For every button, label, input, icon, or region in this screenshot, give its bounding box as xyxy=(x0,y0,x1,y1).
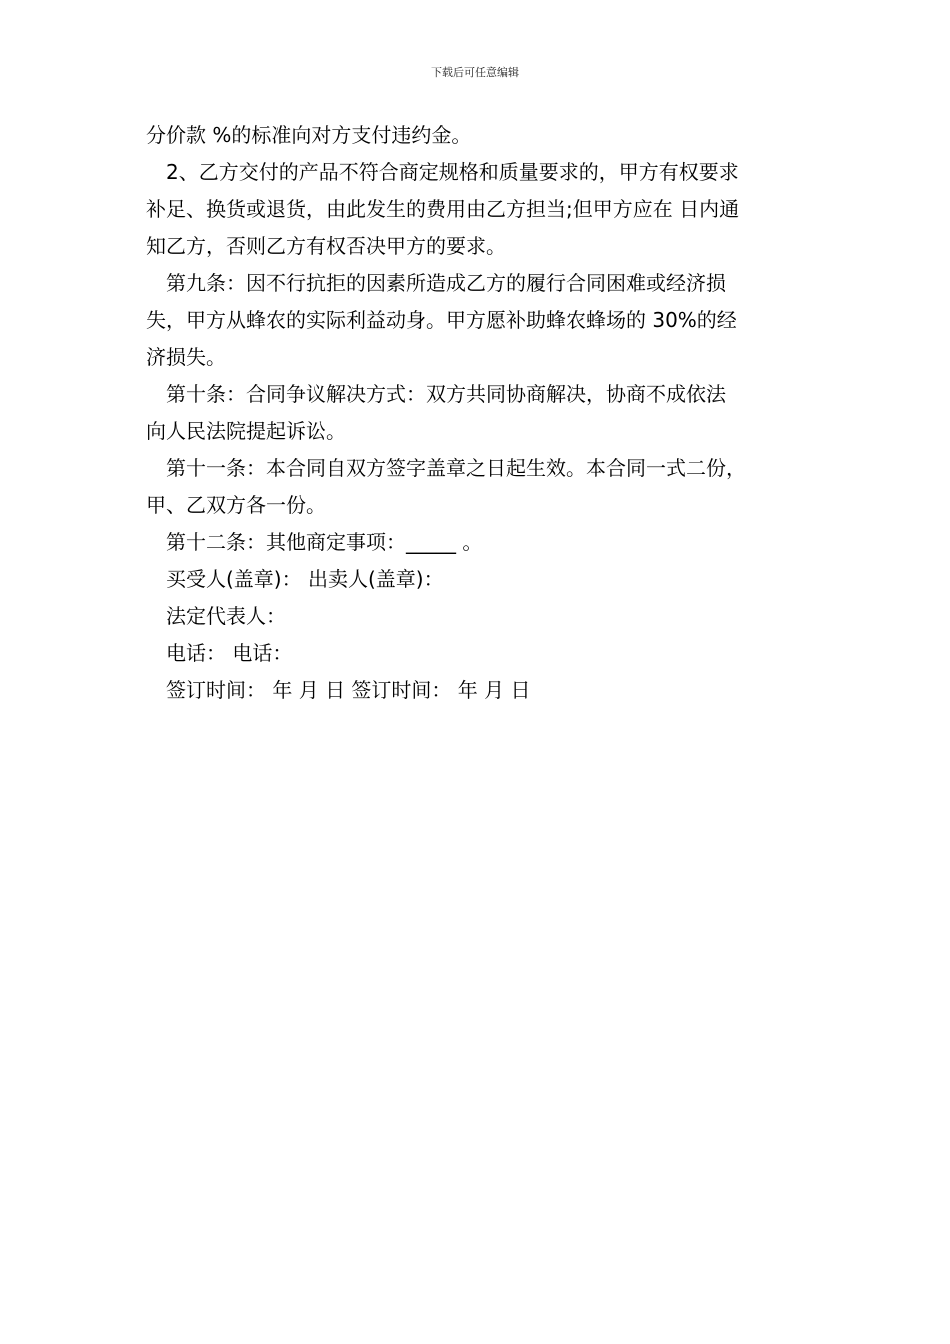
buyer-seller-seal-line: 买受人(盖章)： 出卖人(盖章)： xyxy=(166,567,444,591)
signing-date-line: 签订时间： 年 月 日 签订时间： 年 月 日 xyxy=(166,678,531,702)
paragraph-line: 分价款 %的标准向对方支付违约金。 xyxy=(146,123,472,147)
page-header: 下载后可任意编辑 xyxy=(431,66,519,79)
article-9-line: 济损失。 xyxy=(146,345,226,369)
article-12-suffix: 。 xyxy=(456,530,483,554)
article-12-prefix: 第十二条：其他商定事项： xyxy=(166,530,406,554)
article-11-line: 甲、乙双方各一份。 xyxy=(146,493,326,517)
article-12-line xyxy=(146,524,822,561)
phone-line: 电话： 电话： xyxy=(166,641,293,665)
paragraph-line: 补足、换货或退货，由此发生的费用由乙方担当;但甲方应在 日内通 xyxy=(146,197,740,221)
document-body xyxy=(146,117,822,709)
article-10-line: 向人民法院提起诉讼。 xyxy=(146,419,346,443)
article-12-blank: _____ xyxy=(406,530,456,554)
article-9-line: 第九条：因不行抗拒的因素所造成乙方的履行合同困难或经济损 xyxy=(166,271,726,295)
paragraph-line: 2、乙方交付的产品不符合商定规格和质量要求的，甲方有权要求 xyxy=(166,160,739,184)
article-10-line: 第十条：合同争议解决方式：双方共同协商解决，协商不成依法 xyxy=(166,382,726,406)
paragraph-line: 知乙方，否则乙方有权否决甲方的要求。 xyxy=(146,234,506,258)
article-9-line: 失，甲方从蜂农的实际利益动身。甲方愿补助蜂农蜂场的 30%的经 xyxy=(146,308,737,332)
legal-representative-line: 法定代表人： xyxy=(166,604,286,628)
article-11-line: 第十一条：本合同自双方签字盖章之日起生效。本合同一式二份， xyxy=(166,456,746,480)
